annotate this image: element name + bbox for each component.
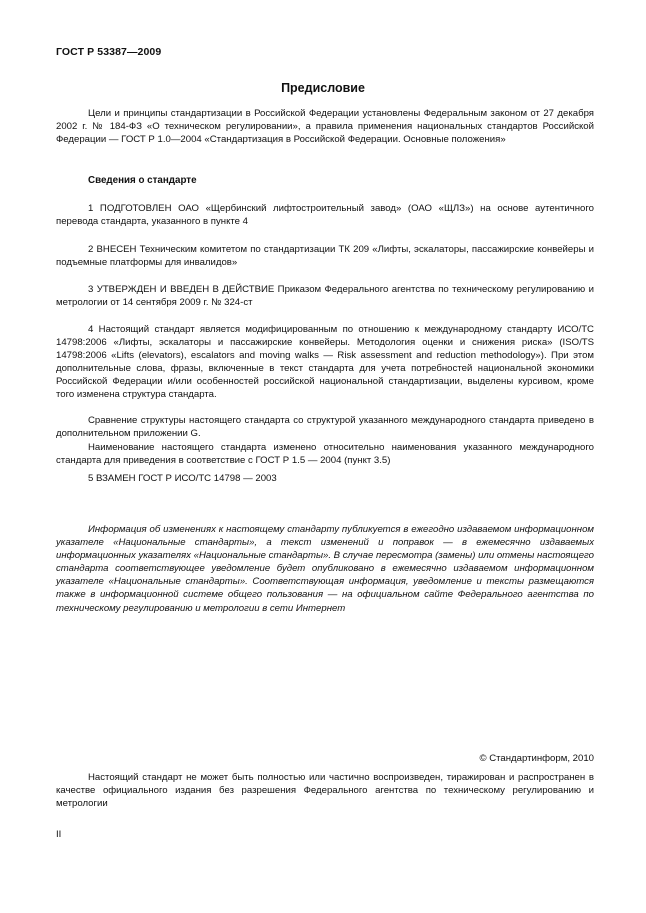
item-submitted: 2 ВНЕСЕН Техническим комитетом по стандартизации ТК 209 «Лифты, эскалаторы, пассажирские конвейеры и подъемные платформы для инвалидов» <box>56 244 594 269</box>
item-approved: 3 УТВЕРЖДЕН И ВВЕДЕН В ДЕЙСТВИЕ Приказом Федерального агентства по техническому регулированию и метрологии от 14 сентября 2009 г. № 324-ст <box>56 284 594 309</box>
intro-paragraph: Цели и принципы стандартизации в Российской Федерации установлены Федеральным законом от 27 декабря 2002 г. № 184-ФЗ «О техническом регулировании», а правила применения национальных стандартов Российской Федерации — ГОСТ Р 1.0—2004 «Стандартизация в Российской Федерации. Основные положения» <box>56 108 594 146</box>
section-heading: Сведения о стандарте <box>88 175 197 186</box>
document-code: ГОСТ Р 53387—2009 <box>56 46 162 58</box>
page-number: II <box>56 829 62 840</box>
copyright-notice: © Стандартинформ, 2010 <box>479 753 594 764</box>
page-title: Предисловие <box>281 81 365 95</box>
item-name-change: Наименование настоящего стандарта изменено относительно наименования указанного международного стандарта для приведения в соответствие с ГОСТ Р 1.5 — 2004 (пункт 3.5) <box>56 442 594 467</box>
changes-notice: Информация об изменениях к настоящему стандарту публикуется в ежегодно издаваемом информационном указателе «Национальные стандарты», а текст изменений и поправок — в ежемесячно издаваемых информационных указателях «Национальные стандарты». В случае пересмотра (замены) или отмены настоящего стандарта соответствующее уведомление будет опубликовано в ежемесячно издаваемом информационном указателе «Национальные стандарты». Соответствующая информация, уведомление и тексты размещаются также в информационной системе общего пользования — на официальном сайте Федерального агентства по техническому регулированию и метрологии в сети Интернет <box>56 524 594 614</box>
reproduction-notice: Настоящий стандарт не может быть полностью или частично воспроизведен, тиражирован и распространен в качестве официального издания без разрешения Федерального агентства по техническому регулированию и метрологии <box>56 772 594 810</box>
item-prepared: 1 ПОДГОТОВЛЕН ОАО «Щербинский лифтостроительный завод» (ОАО «ЩЛЗ») на основе аутентичного перевода стандарта, указанного в пункте 4 <box>56 203 594 228</box>
item-replaces: 5 ВЗАМЕН ГОСТ Р ИСО/ТС 14798 — 2003 <box>88 473 277 484</box>
item-structure-comparison: Сравнение структуры настоящего стандарта со структурой указанного международного стандарта приведено в дополнительном приложении G. <box>56 415 594 440</box>
item-modification: 4 Настоящий стандарт является модифицированным по отношению к международному стандарту ИСО/ТС 14798:2006 «Лифты, эскалаторы и пассажирские конвейеры. Методология оценки и снижения риска» (ISO/TS 14798:2006 «Lifts (elevators), escalators and moving walks — Risk assessment and reduction methodology»). При этом дополнительные слова, фразы, включенные в текст стандарта для учета потребностей национальной экономики Российской Федерации и/или особенностей российской национальной стандартизации, выделены курсивом, кроме того изменена структура стандарта. <box>56 324 594 401</box>
